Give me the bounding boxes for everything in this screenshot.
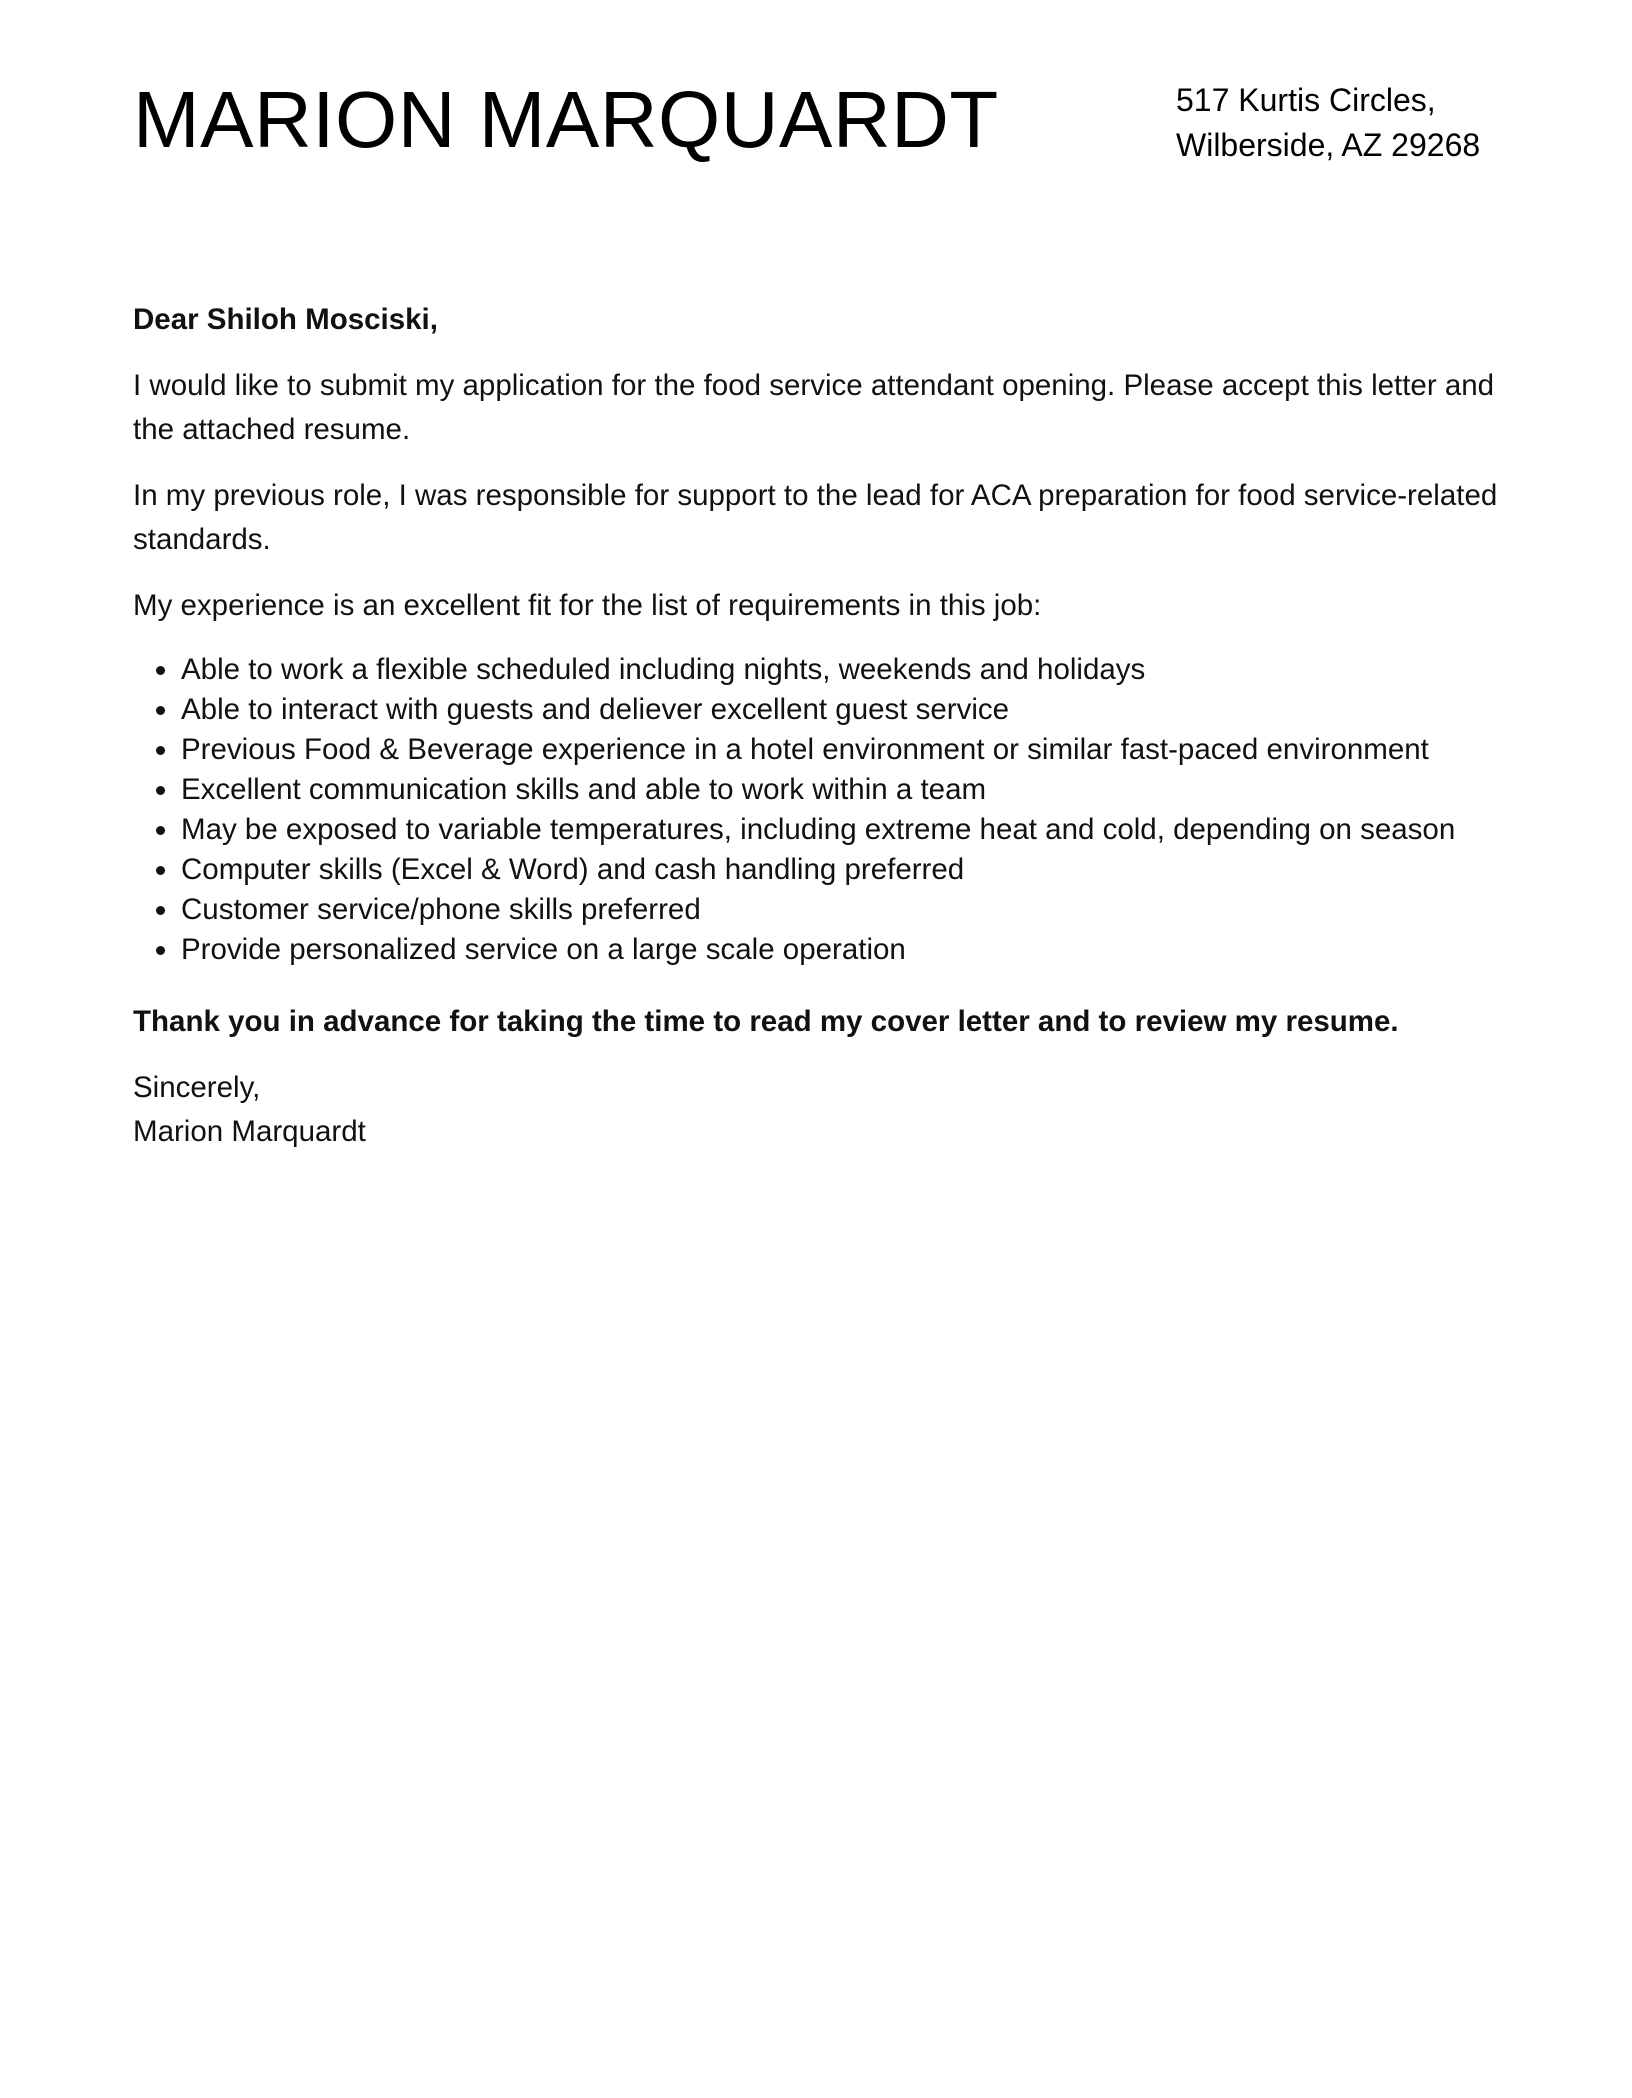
applicant-address <box>1176 78 1480 168</box>
signoff: Sincerely, <box>133 1071 261 1104</box>
requirements-list <box>133 650 1503 970</box>
bullet-icon <box>156 906 165 915</box>
requirement-text: Able to interact with guests and deliever excellent guest service <box>181 693 1010 726</box>
letter-body <box>133 298 1503 1154</box>
list-item <box>181 690 1503 730</box>
requirement-text: Excellent communication skills and able to work within a team <box>181 773 987 806</box>
paragraph-previous-role: In my previous role, I was responsible for support to the lead for ACA preparation for food service-related standards. <box>133 479 1498 556</box>
signoff-block <box>133 1066 1503 1154</box>
address-line-1: 517 Kurtis Circles, <box>1176 82 1436 118</box>
requirement-text: Provide personalized service on a large scale operation <box>181 933 906 966</box>
list-item <box>181 850 1503 890</box>
requirement-text: May be exposed to variable temperatures, including extreme heat and cold, depending on season <box>181 813 1456 846</box>
applicant-name: MARION MARQUARDT <box>133 75 999 164</box>
signature-name: Marion Marquardt <box>133 1115 366 1148</box>
list-item <box>181 730 1503 770</box>
requirement-text: Computer skills (Excel & Word) and cash handling preferred <box>181 853 965 886</box>
address-line-2: Wilberside, AZ 29268 <box>1176 127 1481 163</box>
closing-paragraph: Thank you in advance for taking the time to read my cover letter and to review my resume. <box>133 1005 1399 1038</box>
requirement-text: Able to work a flexible scheduled including nights, weekends and holidays <box>181 653 1146 686</box>
bullet-icon <box>156 866 165 875</box>
bullet-icon <box>156 826 165 835</box>
list-item <box>181 650 1503 690</box>
bullet-icon <box>156 666 165 675</box>
bullet-icon <box>156 706 165 715</box>
bullet-icon <box>156 786 165 795</box>
paragraph-fit: My experience is an excellent fit for the list of requirements in this job: <box>133 589 1042 622</box>
bullet-icon <box>156 946 165 955</box>
list-item <box>181 890 1503 930</box>
bullet-icon <box>156 746 165 755</box>
list-item <box>181 930 1503 970</box>
requirement-text: Customer service/phone skills preferred <box>181 893 701 926</box>
requirement-text: Previous Food & Beverage experience in a hotel environment or similar fast-paced environment <box>181 733 1429 766</box>
list-item <box>181 770 1503 810</box>
salutation: Dear Shiloh Mosciski, <box>133 303 438 336</box>
letter-header <box>133 72 1499 182</box>
list-item <box>181 810 1503 850</box>
paragraph-intro: I would like to submit my application for the food service attendant opening. Please accept this letter and the attached resume. <box>133 369 1495 446</box>
